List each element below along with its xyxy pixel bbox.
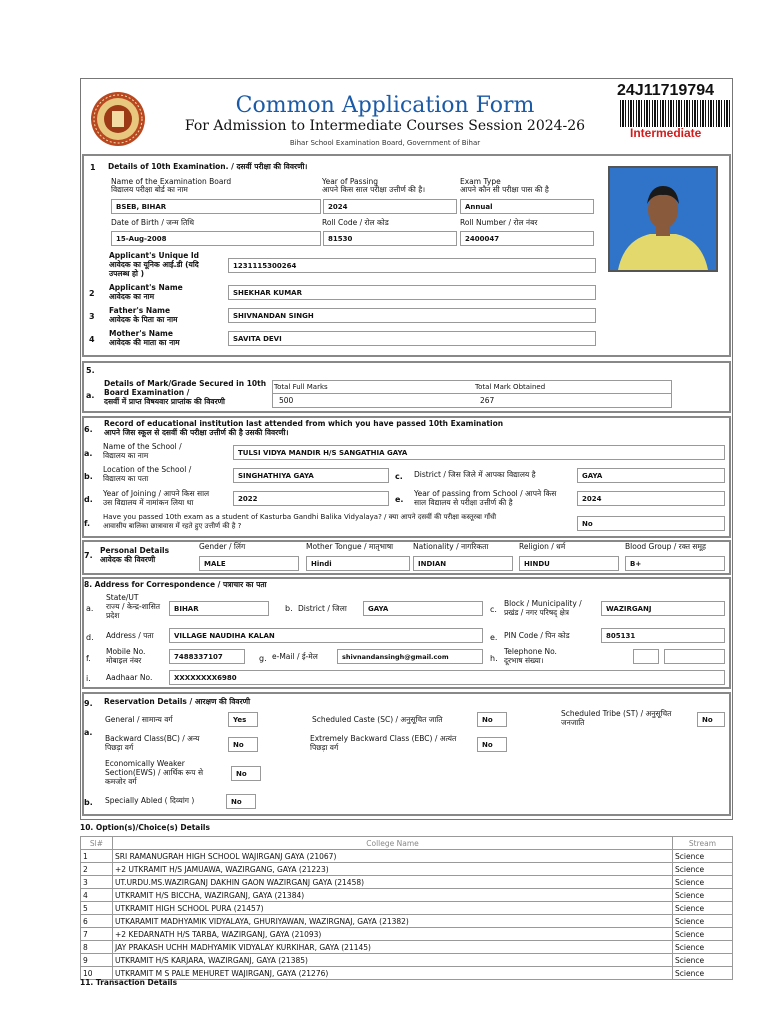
field-label: Section(EWS) / आर्थिक रूप से [105,768,204,777]
college-name-cell: +2 KEDARNATH H/S TARBA, WAZIRGANJ, GAYA (21093) [113,928,673,941]
field-label: Backward Class(BC) / अन्य [105,734,200,743]
sc-field: No [477,712,507,727]
stream-cell: Science [673,850,733,863]
field-label: Mobile No. [106,647,146,656]
dob-field: 15-Aug-2008 [111,231,321,246]
section-number: g. [259,654,267,663]
form-title: Common Application Form [235,93,535,118]
column-header: Sl# [81,837,113,850]
specially-abled-field: No [226,794,256,809]
general-field: Yes [228,712,258,727]
field-label: Mother Tongue / मातृभाषा [306,542,394,551]
stream-label: Intermediate [630,126,702,140]
section-number: a. [86,391,95,400]
section-number: a. [84,449,93,458]
college-name-cell: UTKRAMIT H/S KARJARA, WAZIRGANJ, GAYA (21385) [113,954,673,967]
bseb-logo [90,91,146,147]
st-field: No [697,712,725,727]
field-label: Economically Weaker [105,759,185,768]
section-heading: Details of 10th Examination. / दसवीं परीक्षा की विवरणी। [108,162,308,171]
college-name-cell: UTKARAMIT MADHYAMIK VIDYALAYA, GHURIYAWAN, WAZIRGNAJ, GAYA (21382) [113,915,673,928]
column-header: College Name [113,837,673,850]
field-label: Applicant's Unique Id [109,251,200,260]
field-label: Scheduled Caste (SC) / अनुसूचित जाति [312,715,443,724]
field-label: Applicant's Name [109,283,183,292]
stream-cell: Science [673,915,733,928]
section-number: 3 [89,312,95,321]
marks-table-border [272,380,672,408]
college-name-cell: UTKRAMIT HIGH SCHOOL PURA (21457) [113,902,673,915]
field-label: राज्य / केन्द्र-शासित [106,602,161,611]
mother-tongue-field: Hindi [306,556,410,571]
field-label: आवेदक की माता का नाम [109,338,180,347]
address-field: VILLAGE NAUDIHA KALAN [169,628,483,643]
field-label: Year of Joining / आपने किस साल [103,489,210,498]
serial-cell: 7 [81,928,113,941]
field-label: पिछड़ा वर्ग [105,743,134,752]
bc-field: No [228,737,258,752]
blood-group-field: B+ [625,556,725,571]
block-field: WAZIRGANJ [601,601,725,616]
telephone-std-field [633,649,659,664]
table-row [81,967,733,980]
section-heading: Reservation Details / आरक्षण की विवरणी [104,697,251,706]
barcode [620,100,730,127]
college-name-cell: UTKRAMIT H/S BICCHA, WAZIRGANJ, GAYA (21384) [113,889,673,902]
form-subtitle: For Admission to Intermediate Courses Session 2024-26 [184,118,586,134]
table-row [81,954,733,967]
field-label: आवेदक का यूनिक आई.डी (यदि [109,260,199,269]
field-label: उस विद्यालय में नामांकन लिया था [103,498,194,507]
options-table [80,836,733,980]
serial-cell: 1 [81,850,113,863]
section-number: e. [490,633,498,642]
field-label: आवेदक की विवरणी [100,555,156,564]
section-number: i. [86,674,91,683]
roll-number-field: 2400047 [460,231,594,246]
college-name-cell: JAY PRAKASH UCHH MADHYAMIK VIDYALAY KURKIHAR, GAYA (21145) [113,941,673,954]
pin-code-field: 805131 [601,628,725,643]
field-label: आवेदक के पिता का नाम [109,315,178,324]
stream-cell: Science [673,889,733,902]
college-name-cell: SRI RAMANUGRAH HIGH SCHOOL WAJIRGANJ GAYA (21067) [113,850,673,863]
college-name-cell: +2 UTKRAMIT H/S JAMUAWA, WAZIRGANG, GAYA (21223) [113,863,673,876]
field-label: प्रखंड / नगर परिषद् क्षेत्र [504,608,570,617]
stream-cell: Science [673,863,733,876]
year-of-passing-field: 2024 [323,199,457,214]
year-passing-school-field: 2024 [577,491,725,506]
section-heading: 10. Option(s)/Choice(s) Details [80,823,210,832]
section-number: f. [84,519,91,528]
exam-type-field: Annual [460,199,594,214]
serial-cell: 6 [81,915,113,928]
serial-cell: 5 [81,902,113,915]
college-name-cell: UTKRAMIT M S PALE MEHURET WAJIRGANJ, GAYA (21276) [113,967,673,980]
field-label: आवेदक का नाम [109,292,155,301]
field-label: आपने किस साल परीक्षा उत्तीर्ण की है। [322,185,426,194]
field-label: आपने कौन सी परीक्षा पास की है [460,185,549,194]
nationality-field: INDIAN [413,556,513,571]
religion-field: HINDU [519,556,619,571]
field-label: Personal Details [100,546,170,555]
field-label: Board Examination / [104,388,190,397]
section-number: 4 [89,335,95,344]
table-header-row [81,837,733,850]
field-label: Specially Abled ( दिव्यांग ) [105,796,195,805]
section-number: h. [490,654,498,663]
board-name: Bihar School Examination Board, Government of Bihar [289,139,481,147]
field-label: PIN Code / पिन कोड [504,631,570,640]
field-label: Mother's Name [109,329,173,338]
section-number: 9. [84,699,93,708]
field-label: दूरभाष संख्या। [504,656,544,665]
field-label: Year of passing from School / आपने किस [414,489,557,498]
father-name-field: SHIVNANDAN SINGH [228,308,596,323]
section-number: e. [395,495,404,504]
section-number: d. [84,495,93,504]
field-label: जनजाति [561,718,585,727]
field-label: District / जिस जिले में आपका विद्यालय है [414,470,536,479]
mother-name-field: SAVITA DEVI [228,331,596,346]
field-label: मोबाइल नंबर [106,656,142,665]
field-label: Father's Name [109,306,171,315]
field-label: Have you passed 10th exam as a student of Kasturba Gandhi Balika Vidyalaya? / क्या आपने दसवीं की परीक्षा कस्तूरबा गाँधी [103,513,497,521]
table-row [81,876,733,889]
field-label: Religion / धर्म [519,542,566,551]
field-label: पिछड़ा वर्ग [310,743,339,752]
obtained-marks-value: 267 [480,396,495,405]
stream-cell: Science [673,954,733,967]
year-joining-field: 2022 [233,491,389,506]
section-number: 2 [89,289,95,298]
field-label: Year of Passing [322,177,379,186]
field-label: विद्यालय परीक्षा बोर्ड का नाम [111,185,188,194]
section-number: a. [86,604,94,613]
section-number: 7. [84,551,93,560]
marks-table-divider [272,393,672,394]
section-number: b. [84,798,93,807]
section-number: d. [86,633,94,642]
college-name-cell: UT.URDU.MS.WAZIRGANJ DAKHIN GAON WAZIRGANJ GAYA (21458) [113,876,673,889]
section-heading: 8. Address for Correspondence / पत्राचार का पता [84,580,267,589]
section-heading: 11. Transaction Details [80,978,178,987]
serial-cell: 4 [81,889,113,902]
field-label: Nationality / नागरिकता [413,542,489,551]
field-label: साल विद्यालय से परीक्षा उत्तीर्ण की है [414,498,513,507]
exam-board-field: BSEB, BIHAR [111,199,321,214]
applicant-name-field: SHEKHAR KUMAR [228,285,596,300]
field-label: District / जिला [298,604,347,613]
stream-cell: Science [673,876,733,889]
serial-cell: 3 [81,876,113,889]
section-heading: आपने जिस स्कूल से दसवीं की परीक्षा उत्तीर्ण की है उसकी विवरणी। [104,428,289,437]
field-label: Gender / लिंग [199,542,246,551]
table-row [81,863,733,876]
stream-cell: Science [673,967,733,980]
section-heading: Record of educational institution last attended from which you have passed 10th Examination [104,419,504,428]
serial-cell: 8 [81,941,113,954]
field-label: आवासीय बालिका छात्रावास में रहते हुए उत्तीर्ण की है ? [103,522,242,530]
school-district-field: GAYA [577,468,725,483]
field-label: Extremely Backward Class (EBC) / अत्यंत [310,734,457,743]
serial-cell: 2 [81,863,113,876]
section-number: 1 [90,163,96,172]
roll-code-field: 81530 [323,231,457,246]
section-number: c. [395,472,403,481]
field-label: Location of the School / [103,465,192,474]
state-field: BIHAR [169,601,269,616]
field-label: उपलब्ध हो ) [109,269,144,278]
field-label: Total Mark Obtained [475,383,546,391]
email-field: shivnandansingh@gmail.com [337,649,483,664]
column-header: Stream [673,837,733,850]
section-number: f. [86,654,91,663]
serial-cell: 9 [81,954,113,967]
section-number: c. [490,605,497,614]
district-field: GAYA [363,601,483,616]
aadhaar-field: XXXXXXXX6980 [169,670,725,685]
gender-field: MALE [199,556,299,571]
serial-cell: 10 [81,967,113,980]
field-label: Telephone No. [504,647,557,656]
field-label: कमजोर वर्ग [105,777,137,786]
stream-cell: Science [673,941,733,954]
field-label: Roll Number / रोल नंबर [460,218,538,227]
field-label: Aadhaar No. [106,673,153,682]
applicant-photo [608,166,718,272]
table-row [81,902,733,915]
field-label: दसवीं में प्राप्त विषयवार प्राप्तांक की विवरणी [104,397,226,406]
stream-cell: Science [673,902,733,915]
school-name-field: TULSI VIDYA MANDIR H/S SANGATHIA GAYA [233,445,725,460]
field-label: Scheduled Tribe (ST) / अनुसूचित [561,709,672,718]
field-label: Total Full Marks [274,383,328,391]
field-label: Name of the School / [103,442,182,451]
table-row [81,928,733,941]
field-label: General / सामान्य वर्ग [105,715,173,724]
table-row [81,889,733,902]
section-number: 6. [84,425,93,434]
ebc-field: No [477,737,507,752]
table-row [81,915,733,928]
telephone-number-field [664,649,725,664]
field-label: Date of Birth / जन्म तिथि [111,218,194,227]
field-label: Details of Mark/Grade Secured in 10th [104,379,267,388]
field-label: Roll Code / रोल कोड [322,218,389,227]
mobile-field: 7488337107 [169,649,245,664]
field-label: e-Mail / ई-मेल [272,652,318,661]
field-label: विद्यालय का पता [103,474,149,483]
field-label: Exam Type [460,177,501,186]
stream-cell: Science [673,928,733,941]
field-label: Address / पता [106,631,154,640]
application-id: 24J11719794 [617,82,714,99]
table-row [81,850,733,863]
field-label: प्रदेश [106,611,120,620]
total-marks-value: 500 [279,396,294,405]
school-location-field: SINGHATHIYA GAYA [233,468,389,483]
section-number: 5. [86,366,95,375]
table-row [81,941,733,954]
section-number: a. [84,728,93,737]
kgbv-field: No [577,516,725,531]
section-number: b. [285,604,293,613]
unique-id-field: 1231115300264 [228,258,596,273]
field-label: Blood Group / रक्त समूह [625,542,706,551]
section-number: b. [84,472,93,481]
field-label: Name of the Examination Board [111,177,232,186]
field-label: विद्यालय का नाम [103,451,149,460]
field-label: Block / Municipality / [504,599,582,608]
field-label: State/UT [106,593,139,602]
ews-field: No [231,766,261,781]
